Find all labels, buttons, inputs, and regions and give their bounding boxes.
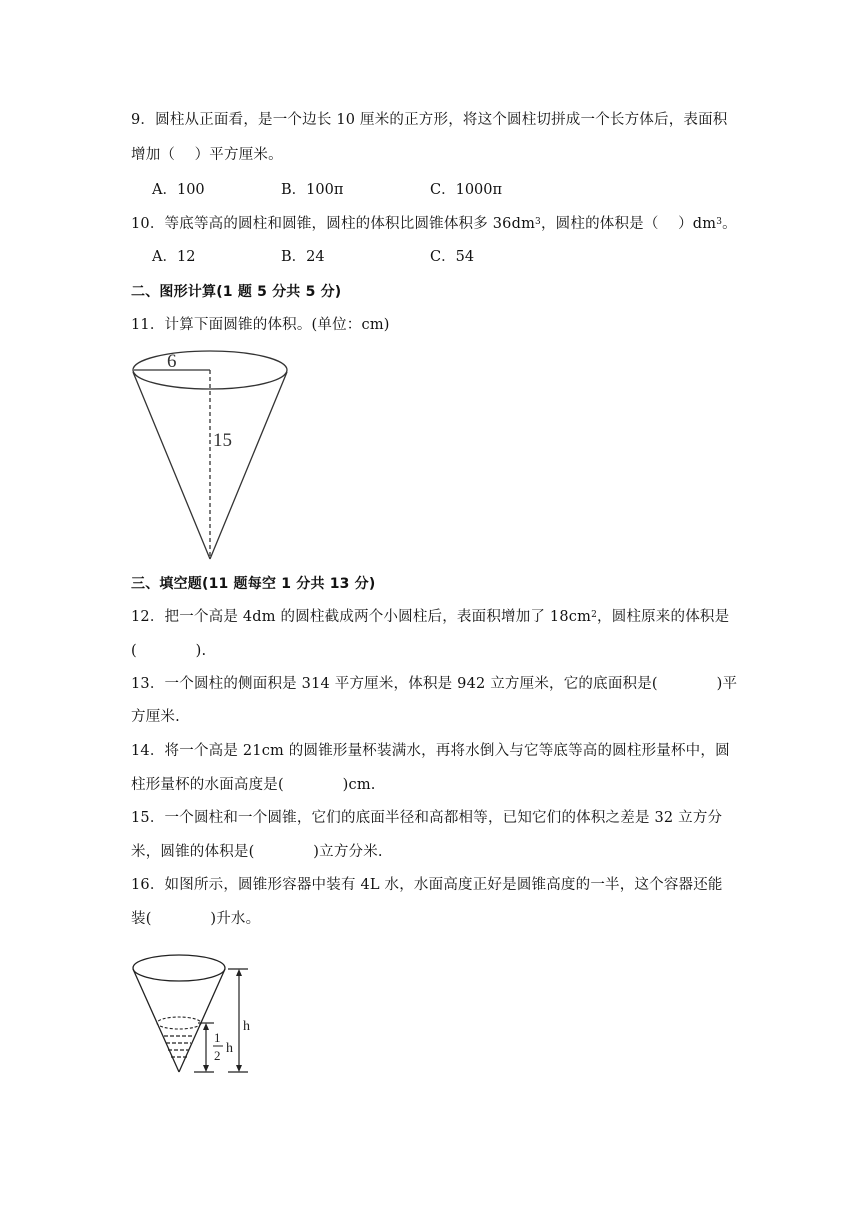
q9-option-b: B．100π <box>281 182 344 198</box>
q13-text-line2: 方厘米. <box>131 709 180 725</box>
q13-text-line1: 13．一个圆柱的侧面积是 314 平方厘米，体积是 942 立方厘米，它的底面积是( )平 <box>131 676 738 692</box>
q16-cone-figure <box>128 948 258 1080</box>
q10-unit-sup-2: 3 <box>716 217 723 227</box>
outer-cone-top-ellipse <box>133 955 225 981</box>
q10-text-b: ，圆柱的体积是（ ） <box>540 216 693 232</box>
section-2-title: 二、图形计算(1 题 5 分共 5 分) <box>131 284 342 300</box>
water-surface-ellipse <box>157 1017 201 1029</box>
cone-height-label: 15 <box>213 430 232 451</box>
q9-option-c: C．1000π <box>430 182 503 198</box>
cone-right-edge <box>210 372 287 559</box>
q10-unit-2: dm <box>692 216 717 232</box>
full-height-arrow-up <box>236 969 242 976</box>
q16-text-line1: 16．如图所示，圆锥形容器中装有 4L 水，水面高度正好是圆锥高度的一半，这个容器还能 <box>131 877 723 893</box>
full-height-label: h <box>243 1019 250 1034</box>
q10-option-a: A．12 <box>152 249 196 265</box>
q12-text-line1 <box>131 607 729 627</box>
half-height-arrow-up <box>203 1023 209 1030</box>
q12-sup: 2 <box>591 610 597 620</box>
cone-left-edge <box>133 372 210 559</box>
q12-text-a: 12．把一个高是 4dm 的圆柱截成两个小圆柱后，表面积增加了 18cm <box>131 609 592 625</box>
half-height-arrow-down <box>203 1065 209 1072</box>
q15-text-line1: 15．一个圆柱和一个圆锥，它们的底面半径和高都相等，已知它们的体积之差是 32 立方分 <box>131 810 723 826</box>
q16-text-line2: 装( )升水。 <box>131 911 261 927</box>
q10-unit-sup: 3 <box>535 217 541 227</box>
section-3-title: 三、填空题(11 题每空 1 分共 13 分) <box>131 576 376 592</box>
fraction-denominator: 2 <box>214 1048 221 1063</box>
q10-unit: dm <box>511 216 536 232</box>
cone-radius-label: 6 <box>167 351 177 372</box>
q11-cone-figure <box>128 345 292 565</box>
q10-option-b: B．24 <box>281 249 325 265</box>
q15-text-line2: 米，圆锥的体积是( )立方分米. <box>131 844 383 860</box>
fraction-numerator: 1 <box>214 1030 221 1045</box>
q9-text-line2: 增加（ ）平方厘米。 <box>131 147 283 163</box>
q10-option-c: C．54 <box>430 249 475 265</box>
q10-text-c: 。 <box>722 216 737 232</box>
q14-text-line2: 柱形量杯的水面高度是( )cm. <box>131 777 376 793</box>
q12-text-b: ，圆柱原来的体积是 <box>597 609 730 625</box>
q9-option-a: A．100 <box>152 182 205 198</box>
q12-text-line2: ( ). <box>131 643 207 659</box>
q14-text-line1: 14．将一个高是 21cm 的圆锥形量杯装满水，再将水倒入与它等底等高的圆柱形量杯中，圆 <box>131 743 730 759</box>
q11-text: 11．计算下面圆锥的体积。(单位：cm) <box>131 317 390 333</box>
q10-text-a: 10．等底等高的圆柱和圆锥，圆柱的体积比圆锥体积多 36 <box>131 216 512 232</box>
full-height-arrow-down <box>236 1065 242 1072</box>
q9-text-line1: 9．圆柱从正面看，是一个边长 10 厘米的正方形，将这个圆柱切拼成一个长方体后，表面积 <box>131 112 728 128</box>
q10-text <box>131 214 737 234</box>
fraction-h-label: h <box>226 1041 233 1056</box>
